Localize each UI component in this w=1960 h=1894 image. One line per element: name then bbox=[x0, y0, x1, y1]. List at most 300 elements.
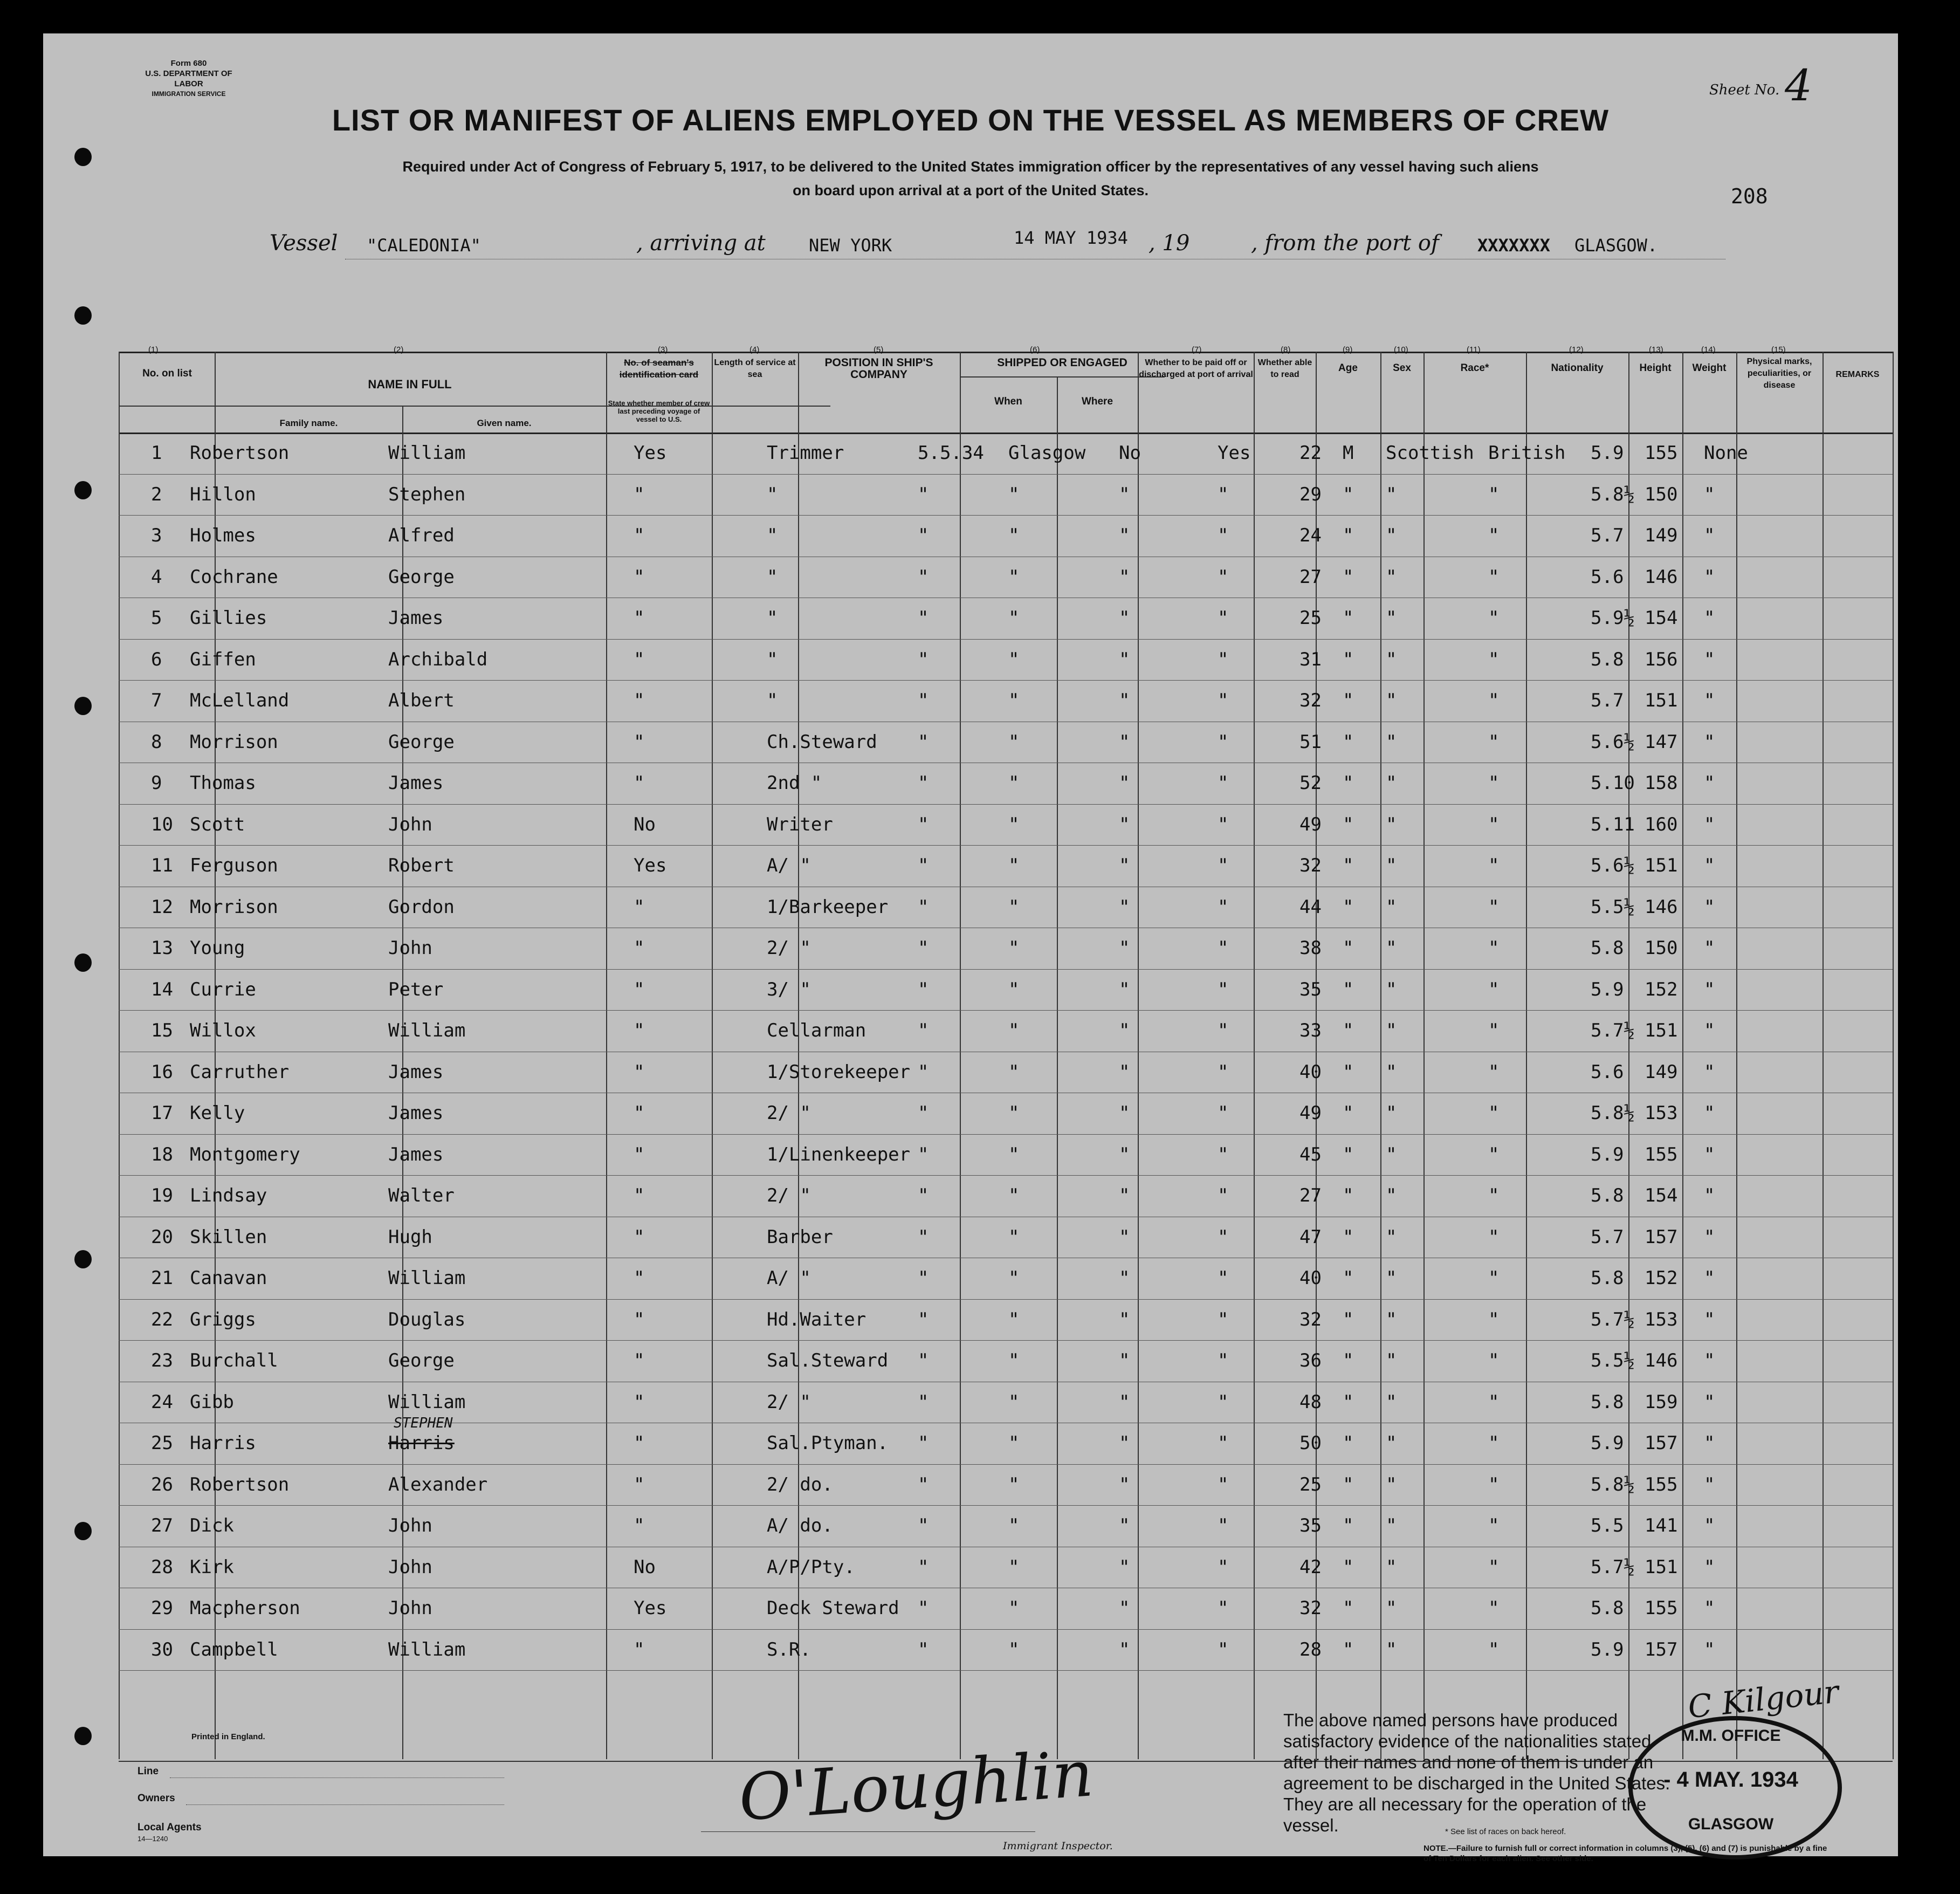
header-remarks: REMARKS bbox=[1835, 370, 1880, 379]
position: " bbox=[767, 607, 778, 629]
race: " bbox=[1386, 813, 1397, 835]
where-shipped: " bbox=[1008, 731, 1020, 753]
family-name: Ferguson bbox=[190, 855, 278, 876]
colnum: (14) bbox=[1701, 345, 1716, 354]
family-name: Griggs bbox=[190, 1308, 256, 1330]
nationality: " bbox=[1488, 813, 1500, 835]
family-name: Giffen bbox=[190, 648, 256, 670]
where-shipped: " bbox=[1008, 1226, 1020, 1248]
when-shipped: " bbox=[918, 1185, 929, 1206]
position: Sal.Steward bbox=[767, 1350, 889, 1371]
height: 5.9½ bbox=[1591, 607, 1635, 629]
able-read: " bbox=[1218, 1143, 1229, 1165]
weight: 150 bbox=[1645, 937, 1678, 959]
position: 2nd " bbox=[767, 772, 822, 794]
when-shipped: " bbox=[918, 690, 929, 711]
physical-marks: " bbox=[1704, 1556, 1715, 1578]
race: " bbox=[1386, 1185, 1397, 1206]
height: 5.5½ bbox=[1591, 1350, 1635, 1371]
table-row bbox=[43, 1547, 1898, 1588]
row-number: 2 bbox=[151, 483, 162, 505]
table-row bbox=[43, 887, 1898, 928]
row-number: 10 bbox=[151, 813, 173, 835]
physical-marks: " bbox=[1704, 1102, 1715, 1124]
height: 5.8 bbox=[1591, 1267, 1624, 1289]
age: 27 bbox=[1299, 566, 1322, 588]
race: " bbox=[1386, 648, 1397, 670]
given-name: Stephen bbox=[388, 483, 466, 505]
sex: " bbox=[1343, 1473, 1354, 1495]
when-shipped: " bbox=[918, 1308, 929, 1330]
position: Barber bbox=[767, 1226, 833, 1248]
family-name: Currie bbox=[190, 978, 256, 1000]
when-shipped: " bbox=[918, 855, 929, 876]
family-name: Robertson bbox=[190, 1473, 290, 1495]
col3-value: " bbox=[634, 772, 645, 794]
weight: 156 bbox=[1645, 648, 1678, 670]
col3-value: " bbox=[634, 1350, 645, 1371]
nationality: " bbox=[1488, 1185, 1500, 1206]
physical-marks: " bbox=[1704, 896, 1715, 918]
when-shipped: " bbox=[918, 978, 929, 1000]
when-shipped: " bbox=[918, 1515, 929, 1536]
col3-value: " bbox=[634, 1638, 645, 1660]
struck-port: XXXXXXX bbox=[1477, 235, 1550, 256]
table-row bbox=[43, 804, 1898, 846]
where-shipped: " bbox=[1008, 1597, 1020, 1619]
nationality: " bbox=[1488, 566, 1500, 588]
where-shipped: " bbox=[1008, 1267, 1020, 1289]
height: 5.7½ bbox=[1591, 1556, 1635, 1578]
nationality: " bbox=[1488, 1102, 1500, 1124]
year-label: , 19 bbox=[1149, 231, 1190, 256]
weight: 157 bbox=[1645, 1638, 1678, 1660]
given-name: John bbox=[388, 813, 432, 835]
table-row bbox=[43, 598, 1898, 639]
header-when: When bbox=[994, 396, 1022, 407]
header-family-name: Family name. bbox=[279, 418, 338, 428]
family-name: Cochrane bbox=[190, 566, 278, 588]
height: 5.8 bbox=[1591, 937, 1624, 959]
table-row bbox=[43, 1382, 1898, 1423]
where-shipped: " bbox=[1008, 1515, 1020, 1536]
penalty-note: NOTE.—Failure to furnish full or correct information in columns (3), (5), (6) and (7) is punishable by a fine of Ten Dollars for each alien. See other side. bbox=[1423, 1844, 1827, 1863]
col3-value: " bbox=[634, 648, 645, 670]
family-name: Macpherson bbox=[190, 1597, 300, 1619]
race: " bbox=[1386, 1638, 1397, 1660]
from-port: GLASGOW. bbox=[1574, 235, 1658, 256]
header-nationality: Nationality bbox=[1551, 362, 1604, 374]
sex: " bbox=[1343, 1556, 1354, 1578]
weight: 149 bbox=[1645, 525, 1678, 546]
when-shipped: " bbox=[918, 813, 929, 835]
row-number: 11 bbox=[151, 855, 173, 876]
paid-off: " bbox=[1119, 978, 1130, 1000]
colnum: (1) bbox=[148, 345, 159, 354]
race: " bbox=[1386, 1226, 1397, 1248]
weight: 151 bbox=[1645, 1020, 1678, 1041]
sex: " bbox=[1343, 1185, 1354, 1206]
table-row bbox=[43, 1340, 1898, 1382]
when-shipped: " bbox=[918, 1143, 929, 1165]
when-shipped: " bbox=[918, 1102, 929, 1124]
where-shipped: " bbox=[1008, 566, 1020, 588]
race: " bbox=[1386, 1061, 1397, 1083]
paid-off: " bbox=[1119, 1143, 1130, 1165]
height: 5.8 bbox=[1591, 1597, 1624, 1619]
when-shipped: " bbox=[918, 1473, 929, 1495]
col3-value: " bbox=[634, 1143, 645, 1165]
sex: " bbox=[1343, 1391, 1354, 1413]
family-name: Hillon bbox=[190, 483, 256, 505]
nationality: British bbox=[1488, 442, 1566, 464]
when-shipped: " bbox=[918, 1350, 929, 1371]
given-name: Albert bbox=[388, 690, 455, 711]
weight: 141 bbox=[1645, 1515, 1678, 1536]
paid-off: " bbox=[1119, 772, 1130, 794]
sex: " bbox=[1343, 772, 1354, 794]
family-name: Thomas bbox=[190, 772, 256, 794]
family-name: Morrison bbox=[190, 896, 278, 918]
weight: 155 bbox=[1645, 1597, 1678, 1619]
family-name: Lindsay bbox=[190, 1185, 267, 1206]
col3-value: " bbox=[634, 1226, 645, 1248]
table-row bbox=[43, 474, 1898, 516]
header-height: Height bbox=[1639, 362, 1672, 374]
age: 25 bbox=[1299, 607, 1322, 629]
able-read: " bbox=[1218, 1226, 1229, 1248]
row-number: 12 bbox=[151, 896, 173, 918]
paid-off: " bbox=[1119, 1020, 1130, 1041]
age: 32 bbox=[1299, 855, 1322, 876]
able-read: " bbox=[1218, 731, 1229, 753]
when-shipped: " bbox=[918, 1061, 929, 1083]
race: " bbox=[1386, 896, 1397, 918]
when-shipped: " bbox=[918, 1020, 929, 1041]
given-name: John bbox=[388, 1515, 432, 1536]
family-name: Dick bbox=[190, 1515, 234, 1536]
physical-marks: " bbox=[1704, 937, 1715, 959]
paid-off: " bbox=[1119, 1226, 1130, 1248]
owners-label: Owners bbox=[137, 1793, 175, 1804]
when-shipped: " bbox=[918, 566, 929, 588]
sex: " bbox=[1343, 1102, 1354, 1124]
age: 50 bbox=[1299, 1432, 1322, 1454]
position: Writer bbox=[767, 813, 833, 835]
physical-marks: " bbox=[1704, 1597, 1715, 1619]
height: 5.7½ bbox=[1591, 1020, 1635, 1041]
given-name: William bbox=[388, 1638, 466, 1660]
where-shipped: " bbox=[1008, 1638, 1020, 1660]
position: " bbox=[767, 525, 778, 546]
height: 5.5 bbox=[1591, 1515, 1624, 1536]
able-read: " bbox=[1218, 1597, 1229, 1619]
col3-value: " bbox=[634, 1185, 645, 1206]
age: 35 bbox=[1299, 978, 1322, 1000]
physical-marks: " bbox=[1704, 525, 1715, 546]
age: 25 bbox=[1299, 1473, 1322, 1495]
age: 32 bbox=[1299, 1597, 1322, 1619]
given-name: William bbox=[388, 442, 466, 464]
office-stamp bbox=[1628, 1716, 1842, 1859]
weight: 150 bbox=[1645, 483, 1678, 505]
family-name: Scott bbox=[190, 813, 245, 835]
col3-value: " bbox=[634, 731, 645, 753]
when-shipped: " bbox=[918, 648, 929, 670]
given-name: Gordon bbox=[388, 896, 455, 918]
given-name: William bbox=[388, 1391, 466, 1413]
position: " bbox=[767, 648, 778, 670]
given-name: Douglas bbox=[388, 1308, 466, 1330]
col3-value: " bbox=[634, 1102, 645, 1124]
position: A/ do. bbox=[767, 1515, 833, 1536]
given-name: James bbox=[388, 1102, 444, 1124]
given-name: James bbox=[388, 772, 444, 794]
family-name: Gibb bbox=[190, 1391, 234, 1413]
row-number: 9 bbox=[151, 772, 162, 794]
weight: 151 bbox=[1645, 690, 1678, 711]
height: 5.8 bbox=[1591, 648, 1624, 670]
row-divider bbox=[119, 1670, 1893, 1671]
able-read: " bbox=[1218, 896, 1229, 918]
given-name-correction: STEPHEN bbox=[394, 1415, 453, 1431]
age: 22 bbox=[1299, 442, 1322, 464]
position: 2/ " bbox=[767, 1391, 811, 1413]
physical-marks: " bbox=[1704, 1432, 1715, 1454]
nationality: " bbox=[1488, 978, 1500, 1000]
height: 5.6 bbox=[1591, 566, 1624, 588]
position: 1/Linenkeeper bbox=[767, 1143, 911, 1165]
col3-value: No bbox=[634, 813, 656, 835]
given-name: John bbox=[388, 937, 432, 959]
physical-marks: " bbox=[1704, 813, 1715, 835]
where-shipped: " bbox=[1008, 1020, 1020, 1041]
table-row bbox=[43, 1464, 1898, 1506]
table-row bbox=[43, 680, 1898, 722]
sex: " bbox=[1343, 1226, 1354, 1248]
sex: " bbox=[1343, 525, 1354, 546]
given-name: Peter bbox=[388, 978, 444, 1000]
age: 49 bbox=[1299, 1102, 1322, 1124]
table-row bbox=[43, 1415, 1898, 1464]
race: " bbox=[1386, 566, 1397, 588]
table-row bbox=[43, 1134, 1898, 1176]
height: 5.11 bbox=[1591, 813, 1635, 835]
sex: " bbox=[1343, 566, 1354, 588]
table-row bbox=[43, 763, 1898, 804]
paid-off: " bbox=[1119, 1473, 1130, 1495]
race: " bbox=[1386, 937, 1397, 959]
where-shipped: " bbox=[1008, 525, 1020, 546]
paid-off: " bbox=[1119, 1350, 1130, 1371]
where-shipped: " bbox=[1008, 1556, 1020, 1578]
position: 1/Storekeeper bbox=[767, 1061, 911, 1083]
given-name: James bbox=[388, 607, 444, 629]
race: " bbox=[1386, 483, 1397, 505]
race: " bbox=[1386, 1515, 1397, 1536]
race: " bbox=[1386, 1556, 1397, 1578]
nationality: " bbox=[1488, 1143, 1500, 1165]
race: " bbox=[1386, 1143, 1397, 1165]
table-row bbox=[43, 639, 1898, 681]
able-read: " bbox=[1218, 1102, 1229, 1124]
position: Trimmer bbox=[767, 442, 844, 464]
family-name: Kirk bbox=[190, 1556, 234, 1578]
header-physical: Physical marks, peculiarities, or disease bbox=[1746, 357, 1812, 390]
race: " bbox=[1386, 1102, 1397, 1124]
row-number: 7 bbox=[151, 690, 162, 711]
able-read: " bbox=[1218, 937, 1229, 959]
position: 2/ " bbox=[767, 937, 811, 959]
sex: " bbox=[1343, 1061, 1354, 1083]
race: " bbox=[1386, 1350, 1397, 1371]
when-shipped: " bbox=[918, 483, 929, 505]
where-shipped: " bbox=[1008, 855, 1020, 876]
where-shipped: " bbox=[1008, 937, 1020, 959]
row-number: 3 bbox=[151, 525, 162, 546]
age: 33 bbox=[1299, 1020, 1322, 1041]
nationality: " bbox=[1488, 1391, 1500, 1413]
weight: 153 bbox=[1645, 1308, 1678, 1330]
vessel-label: Vessel bbox=[270, 231, 338, 256]
paid-off: " bbox=[1119, 1597, 1130, 1619]
position: 2/ " bbox=[767, 1185, 811, 1206]
sex: " bbox=[1343, 1267, 1354, 1289]
when-shipped: 5.5.34 bbox=[918, 442, 984, 464]
nationality: " bbox=[1488, 1226, 1500, 1248]
physical-marks: " bbox=[1704, 1226, 1715, 1248]
where-shipped: " bbox=[1008, 978, 1020, 1000]
manifest-sheet bbox=[43, 33, 1898, 1863]
col3-value: Yes bbox=[634, 1597, 667, 1619]
paid-off: " bbox=[1119, 648, 1130, 670]
arriving-port: NEW YORK bbox=[809, 235, 892, 256]
height: 5.7 bbox=[1591, 1226, 1624, 1248]
table-row bbox=[43, 722, 1898, 763]
sex: " bbox=[1343, 1515, 1354, 1536]
where-shipped: " bbox=[1008, 1102, 1020, 1124]
weight: 149 bbox=[1645, 1061, 1678, 1083]
able-read: " bbox=[1218, 1308, 1229, 1330]
header-length-service: Length of service at sea bbox=[714, 358, 796, 379]
physical-marks: " bbox=[1704, 483, 1715, 505]
where-shipped: " bbox=[1008, 607, 1020, 629]
paid-off: " bbox=[1119, 1515, 1130, 1536]
row-number: 30 bbox=[151, 1638, 173, 1660]
colnum: (10) bbox=[1394, 345, 1408, 354]
able-read: Yes bbox=[1218, 442, 1251, 464]
given-name: Robert bbox=[388, 855, 455, 876]
physical-marks: " bbox=[1704, 1061, 1715, 1083]
when-shipped: " bbox=[918, 1391, 929, 1413]
paid-off: " bbox=[1119, 1185, 1130, 1206]
position: 2/ " bbox=[767, 1102, 811, 1124]
form-number: Form 680 bbox=[170, 59, 207, 68]
table-row bbox=[43, 1258, 1898, 1299]
able-read: " bbox=[1218, 1185, 1229, 1206]
where-shipped: Glasgow bbox=[1008, 442, 1086, 464]
where-shipped: " bbox=[1008, 1308, 1020, 1330]
weight: 151 bbox=[1645, 1556, 1678, 1578]
race: " bbox=[1386, 1432, 1397, 1454]
row-number: 1 bbox=[151, 442, 162, 464]
nationality: " bbox=[1488, 525, 1500, 546]
height: 5.9 bbox=[1591, 442, 1624, 464]
header-paid-off: Whether to be paid off or discharged at port of arrival bbox=[1139, 358, 1253, 379]
col3-value: Yes bbox=[634, 855, 667, 876]
where-shipped: " bbox=[1008, 1185, 1020, 1206]
sex: " bbox=[1343, 937, 1354, 959]
when-shipped: " bbox=[918, 1638, 929, 1660]
able-read: " bbox=[1218, 1432, 1229, 1454]
position: 3/ " bbox=[767, 978, 811, 1000]
age: 48 bbox=[1299, 1391, 1322, 1413]
col3-value: " bbox=[634, 690, 645, 711]
service-name: IMMIGRATION SERVICE bbox=[152, 90, 226, 98]
height: 5.9 bbox=[1591, 1143, 1624, 1165]
table-row bbox=[43, 845, 1898, 887]
physical-marks: " bbox=[1704, 690, 1715, 711]
where-shipped: " bbox=[1008, 1143, 1020, 1165]
height: 5.6 bbox=[1591, 1061, 1624, 1083]
nationality: " bbox=[1488, 483, 1500, 505]
weight: 146 bbox=[1645, 566, 1678, 588]
age: 27 bbox=[1299, 1185, 1322, 1206]
col3-value: " bbox=[634, 1432, 645, 1454]
paid-off: " bbox=[1119, 525, 1130, 546]
header-name-in-full: NAME IN FULL bbox=[368, 378, 452, 391]
sex: " bbox=[1343, 978, 1354, 1000]
position: Ch.Steward bbox=[767, 731, 877, 753]
table-row bbox=[43, 1052, 1898, 1093]
sex: " bbox=[1343, 1432, 1354, 1454]
where-shipped: " bbox=[1008, 772, 1020, 794]
header-col3: State whether member of crew last preceding voyage of vessel to U.S. bbox=[608, 399, 710, 423]
physical-marks: " bbox=[1704, 1638, 1715, 1660]
subtitle-line1: Required under Act of Congress of February 5, 1917, to be delivered to the United States immigration officer by the representatives of any vessel having such aliens bbox=[402, 159, 1539, 175]
header-weight: Weight bbox=[1692, 362, 1727, 374]
sex: " bbox=[1343, 1143, 1354, 1165]
sex: " bbox=[1343, 1638, 1354, 1660]
physical-marks: " bbox=[1704, 607, 1715, 629]
row-number: 23 bbox=[151, 1350, 173, 1371]
weight: 160 bbox=[1645, 813, 1678, 835]
given-name: James bbox=[388, 1143, 444, 1165]
agents-label: Local Agents bbox=[137, 1822, 202, 1833]
row-number: 8 bbox=[151, 731, 162, 753]
paid-off: " bbox=[1119, 607, 1130, 629]
paid-off: " bbox=[1119, 1102, 1130, 1124]
row-number: 27 bbox=[151, 1515, 173, 1536]
where-shipped: " bbox=[1008, 648, 1020, 670]
paid-off: " bbox=[1119, 1308, 1130, 1330]
col3-value: " bbox=[634, 483, 645, 505]
form-header bbox=[135, 58, 243, 99]
where-shipped: " bbox=[1008, 1432, 1020, 1454]
race: " bbox=[1386, 978, 1397, 1000]
col3-value: No bbox=[634, 1556, 656, 1578]
able-read: " bbox=[1218, 1638, 1229, 1660]
nationality: " bbox=[1488, 1556, 1500, 1578]
sex: " bbox=[1343, 607, 1354, 629]
sex: " bbox=[1343, 1597, 1354, 1619]
header-given-name: Given name. bbox=[477, 418, 532, 428]
colnum: (4) bbox=[749, 345, 760, 354]
nationality: " bbox=[1488, 690, 1500, 711]
row-number: 28 bbox=[151, 1556, 173, 1578]
physical-marks: None bbox=[1704, 442, 1748, 464]
age: 24 bbox=[1299, 525, 1322, 546]
